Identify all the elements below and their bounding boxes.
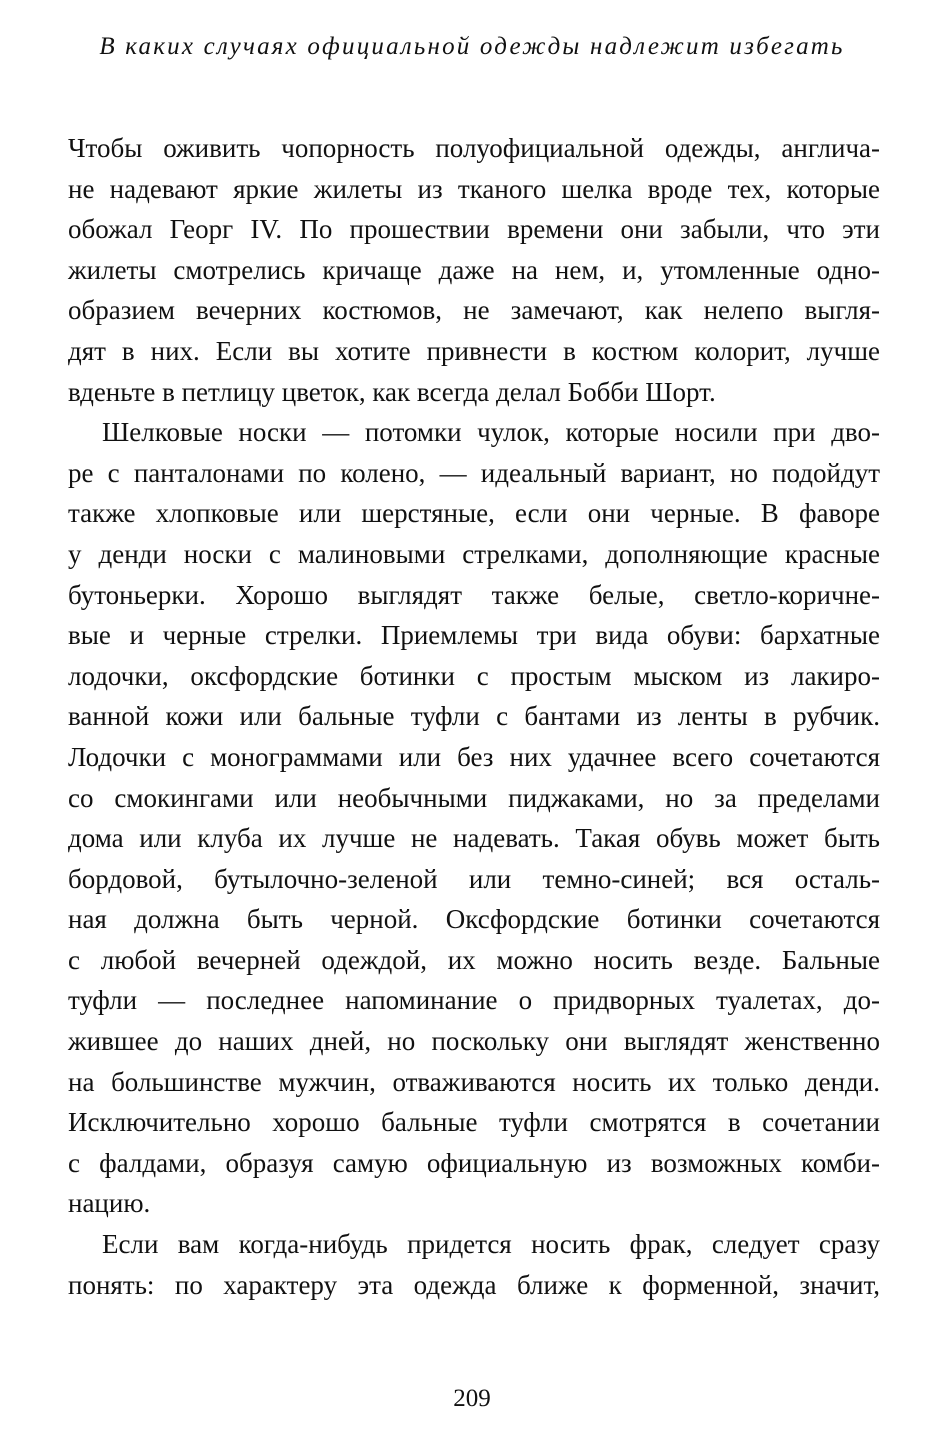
text-line: со смокингами или необычными пиджаками, но за пределами <box>68 782 880 813</box>
text-line: ре с панталонами по колено, — идеальный вариант, но подойдут <box>68 457 880 488</box>
text-line: жилеты смотрелись кричаще даже на нем, и, утомленные одно- <box>68 254 880 285</box>
text-line: ванной кожи или бальные туфли с бантами из ленты в рубчик. <box>68 701 880 732</box>
text-line: вые и черные стрелки. Приемлемы три вида обуви: бархатные <box>68 620 880 651</box>
paragraph-3 <box>68 1224 880 1305</box>
text-line: дома или клуба их лучше не надевать. Такая обувь может быть <box>68 823 880 854</box>
text-line: у денди носки с малиновыми стрелками, дополняющие красные <box>68 538 880 569</box>
text-line: бутоньерки. Хорошо выглядят также белые, светло-коричне- <box>68 579 880 610</box>
text-line: жившее до наших дней, но поскольку они выглядят женственно <box>68 1026 880 1057</box>
text-line: на большинстве мужчин, отваживаются носить их только денди. <box>68 1066 880 1097</box>
text-line: бордовой, бутылочно-зеленой или темно-синей; вся осталь- <box>68 863 880 894</box>
text-line: не надевают яркие жилеты из тканого шелка вроде тех, которые <box>68 173 880 204</box>
text-line: с фалдами, образуя самую официальную из возможных комби- <box>68 1147 880 1178</box>
text-line: Исключительно хорошо бальные туфли смотрятся в сочетании <box>68 1107 880 1138</box>
text-line: вденьте в петлицу цветок, как всегда делал Бобби Шорт. <box>68 376 716 407</box>
text-line: дят в них. Если вы хотите привнести в костюм колорит, лучше <box>68 335 880 366</box>
text-line: образием вечерних костюмов, не замечают, как нелепо выгля- <box>68 295 880 326</box>
page-number: 209 <box>453 1385 491 1412</box>
running-head: В каких случаях официальной одежды надлежит избегать <box>99 33 845 60</box>
text-line: туфли — последнее напоминание о придворных туалетах, до- <box>68 985 880 1016</box>
text-line: с любой вечерней одеждой, их можно носить везде. Бальные <box>68 944 880 975</box>
text-line: лодочки, оксфордские ботинки с простым мыском из лакиро- <box>68 660 880 691</box>
text-line: ная должна быть черной. Оксфордские ботинки сочетаются <box>68 904 880 935</box>
text-line: Лодочки с монограммами или без них удачнее всего сочетаются <box>68 741 880 772</box>
body-text <box>68 128 880 1305</box>
text-line: нацию. <box>68 1188 151 1219</box>
text-line: обожал Георг IV. По прошествии времени они забыли, что эти <box>68 214 880 245</box>
text-line: Чтобы оживить чопорность полуофициальной одежды, англича- <box>68 133 880 163</box>
text-line: Шелковые носки — потомки чулок, которые носили при дво- <box>102 417 880 448</box>
paragraph-2 <box>68 412 880 1224</box>
text-line: также хлопковые или шерстяные, если они черные. В фаворе <box>68 498 880 529</box>
paragraph-1 <box>68 128 880 412</box>
text-line: Если вам когда-нибудь придется носить фрак, следует сразу <box>102 1229 880 1260</box>
text-line: понять: по характеру эта одежда ближе к форменной, значит, <box>68 1269 880 1300</box>
